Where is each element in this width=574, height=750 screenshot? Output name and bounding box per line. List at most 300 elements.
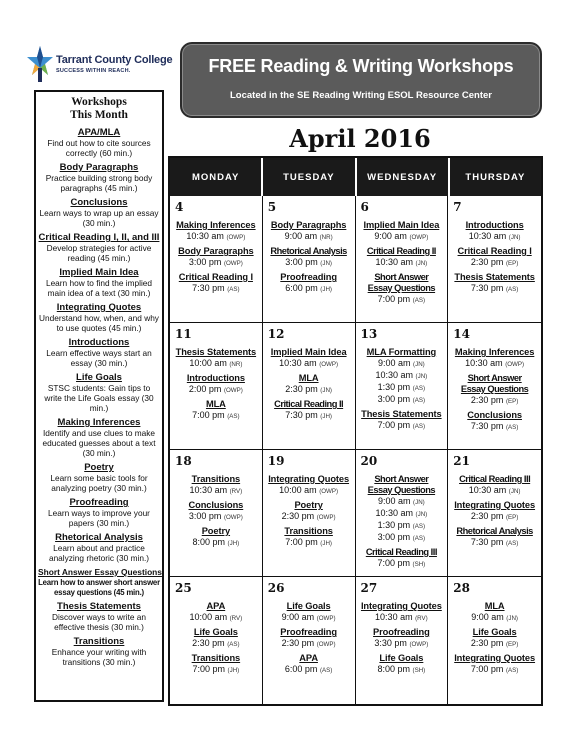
location-code: (NR) (229, 361, 243, 368)
event-list (173, 601, 259, 676)
time-text: 10:30 am (465, 358, 503, 368)
banner-subtitle: Located in the SE Reading Writing ESOL Resource Center (229, 90, 492, 101)
sidebar-title: Workshops This Month (70, 96, 128, 121)
college-tagline: SUCCESS WITHIN REACH. (56, 68, 131, 74)
workshop-event (359, 653, 445, 676)
location-code: (OWP) (226, 234, 246, 241)
event-time (451, 537, 538, 549)
event-time (266, 511, 352, 523)
time-text: 10:30 am (189, 485, 228, 495)
workshop-event (266, 347, 352, 370)
workshop-item (38, 462, 160, 493)
event-name: Poetry (201, 526, 231, 536)
location-code: (RV) (415, 615, 428, 622)
workshop-name: Life Goals (76, 372, 122, 383)
time-text: 9:00 am (374, 231, 407, 241)
day-number: 26 (267, 581, 285, 595)
time-text: 9:00 am (471, 612, 504, 622)
time-text: 2:00 pm (188, 384, 222, 394)
workshop-event (173, 373, 259, 396)
workshop-name: Rhetorical Analysis (55, 532, 143, 543)
event-name: Critical Reading I (178, 272, 253, 282)
event-time (266, 384, 352, 396)
event-time (173, 231, 259, 243)
calendar-grid (170, 196, 541, 704)
workshop-event (266, 601, 352, 624)
location-code: (EP) (505, 398, 519, 405)
event-list (173, 474, 259, 549)
workshop-event (359, 474, 445, 544)
event-time (359, 257, 445, 269)
event-time (173, 485, 259, 497)
calendar (168, 156, 543, 706)
location-code: (AS) (412, 297, 426, 304)
workshop-event (451, 474, 538, 497)
time-text: 6:00 pm (285, 283, 318, 293)
time-text: 7:00 pm (285, 537, 318, 547)
calendar-day-cell (263, 450, 356, 577)
workshop-description: Learn some basic tools for analyzing poetry (30 min.) (50, 473, 148, 493)
workshop-event (359, 272, 445, 306)
event-time (359, 370, 445, 382)
day-number: 7 (453, 200, 462, 214)
time-text: 9:00 am (378, 496, 411, 506)
event-name: Short Answer Essay Questions (367, 272, 436, 293)
workshop-item (38, 636, 160, 667)
event-name: MLA (298, 373, 319, 383)
location-code: (JN) (413, 499, 425, 506)
event-name: Integrating Quotes (360, 601, 442, 611)
day-number: 20 (360, 454, 378, 468)
workshop-event (359, 627, 445, 650)
event-name: Short Answer Essay Questions (460, 373, 529, 394)
workshop-item (38, 337, 160, 368)
workshop-description: Learn about and practice analyzing rhetoric (30 min.) (48, 543, 150, 563)
workshop-list (38, 127, 160, 667)
event-time (266, 612, 352, 624)
event-time (359, 394, 445, 406)
workshop-name: Implied Main Idea (59, 267, 139, 278)
event-time (266, 257, 352, 269)
event-name: Integrating Quotes (454, 653, 536, 663)
event-name: Life Goals (193, 627, 238, 637)
location-code: (RV) (229, 615, 243, 622)
workshop-item (38, 601, 160, 632)
workshop-item (38, 302, 160, 333)
workshop-event (173, 500, 259, 523)
workshop-event (359, 547, 445, 570)
event-time (451, 395, 538, 407)
location-code: (AS) (505, 540, 519, 547)
workshop-event (451, 347, 538, 370)
workshop-name: Introductions (68, 337, 130, 348)
event-list (451, 347, 538, 433)
event-name: Implied Main Idea (363, 220, 440, 230)
time-text: 10:00 am (279, 485, 317, 495)
location-code: (OWP) (409, 641, 429, 648)
event-time (266, 358, 352, 370)
calendar-day-cell (356, 577, 449, 704)
event-name: Critical Reading III (365, 547, 437, 557)
workshop-event (359, 220, 445, 243)
event-name: Integrating Quotes (454, 500, 536, 510)
day-number: 5 (267, 200, 277, 214)
day-number: 19 (267, 454, 285, 468)
time-text: 10:30 am (375, 257, 414, 267)
event-name: Introductions (186, 373, 245, 383)
event-time (451, 638, 538, 650)
day-number: 14 (453, 327, 470, 341)
event-time (359, 664, 445, 676)
workshop-event (451, 373, 538, 407)
event-name: Proofreading (280, 272, 337, 282)
event-name: Critical Reading II (274, 399, 344, 409)
location-code: (JH) (227, 540, 240, 547)
time-text: 9:00 am (281, 612, 315, 622)
workshop-event (266, 246, 352, 269)
day-number: 18 (175, 454, 192, 468)
event-list (266, 601, 352, 676)
workshop-name: Poetry (84, 462, 114, 473)
calendar-day-cell (170, 323, 263, 450)
event-time (359, 520, 445, 532)
event-list (173, 347, 259, 422)
event-time (451, 257, 538, 269)
workshop-item (38, 267, 160, 298)
event-name: MLA (205, 399, 226, 409)
event-time (359, 382, 445, 394)
event-name: Body Paragraphs (270, 220, 347, 230)
event-time (266, 485, 352, 497)
time-text: 7:00 pm (192, 664, 226, 674)
time-text: 8:00 pm (192, 537, 226, 547)
location-code: (RV) (229, 488, 243, 495)
event-time (451, 511, 538, 523)
location-code: (NR) (319, 234, 333, 241)
event-time (266, 664, 352, 676)
workshop-description: Understand how, when, and why to use quotes (45 min.) (39, 313, 159, 333)
day-number: 6 (360, 200, 369, 214)
time-text: 3:30 pm (374, 638, 407, 648)
location-code: (AS) (412, 385, 426, 392)
time-text: 3:00 pm (285, 257, 318, 267)
workshop-item (38, 127, 160, 158)
location-code: (JH) (320, 286, 332, 293)
college-name: Tarrant County College (56, 54, 173, 66)
workshop-event (266, 373, 352, 396)
event-name: Thesis Statements (454, 272, 535, 282)
event-time (173, 511, 259, 523)
time-text: 7:00 pm (377, 294, 411, 304)
event-list (266, 220, 352, 295)
time-text: 7:00 pm (377, 420, 411, 430)
workshop-event (451, 410, 538, 433)
workshop-item (38, 197, 160, 228)
workshops-sidebar (34, 90, 164, 702)
location-code: (AS) (412, 397, 426, 404)
time-text: 10:30 am (468, 231, 507, 241)
location-code: (OWP) (319, 361, 339, 368)
workshop-event (451, 601, 538, 624)
workshop-event (173, 272, 259, 295)
workshop-event (266, 474, 352, 497)
event-name: MLA Formatting (366, 347, 437, 357)
workshop-event (173, 399, 259, 422)
event-time (359, 294, 445, 306)
day-header-thursday: THURSDAY (450, 158, 541, 196)
event-time (451, 283, 538, 295)
workshop-event (451, 500, 538, 523)
event-name: Proofreading (373, 627, 430, 637)
event-time (266, 231, 352, 243)
workshop-event (451, 653, 538, 676)
workshop-event (173, 246, 259, 269)
workshop-item (38, 532, 160, 563)
location-code: (JN) (415, 511, 428, 518)
star-logo-icon (26, 44, 54, 84)
event-list (359, 474, 445, 570)
time-text: 2:30 pm (281, 511, 315, 521)
time-text: 1:30 pm (377, 382, 411, 392)
time-text: 2:30 pm (470, 511, 504, 521)
event-time (359, 358, 445, 370)
calendar-day-cell (170, 450, 263, 577)
location-code: (OWP) (505, 361, 525, 368)
location-code: (SH) (412, 561, 426, 568)
time-text: 10:30 am (468, 485, 507, 495)
time-text: 1:30 pm (377, 520, 411, 530)
location-code: (JN) (415, 260, 428, 267)
workshop-name: Critical Reading I, II, and III (38, 232, 160, 243)
workshop-description: Learn ways to wrap up an essay (30 min.) (39, 208, 159, 228)
event-time (266, 410, 352, 422)
event-name: Life Goals (379, 653, 424, 663)
location-code: (JH) (320, 413, 332, 420)
location-code: (AS) (505, 667, 519, 674)
event-time (451, 612, 538, 624)
event-time (266, 283, 352, 295)
event-time (359, 532, 445, 544)
workshop-item (38, 162, 160, 193)
calendar-day-cell (356, 196, 449, 323)
day-number: 28 (453, 581, 470, 595)
event-name: Making Inferences (454, 347, 535, 357)
event-list (266, 347, 352, 422)
time-text: 2:30 pm (281, 638, 315, 648)
workshop-description: Identify and use clues to make educated guesses about a text (30 min.) (42, 428, 156, 458)
event-name: Proofreading (280, 627, 337, 637)
calendar-day-cell (356, 323, 449, 450)
workshop-name: Thesis Statements (57, 601, 141, 612)
event-name: Making Inferences (176, 220, 256, 230)
event-time (173, 283, 259, 295)
event-name: Rhetorical Analysis (270, 246, 347, 256)
event-name: Introductions (465, 220, 524, 230)
calendar-day-cell (170, 196, 263, 323)
workshop-event (266, 500, 352, 523)
calendar-day-cell (448, 577, 541, 704)
workshop-name: Short Answer Essay Questions (38, 567, 162, 577)
event-time (173, 664, 259, 676)
event-time (359, 638, 445, 650)
event-time (359, 231, 445, 243)
workshop-event (359, 601, 445, 624)
time-text: 9:00 am (284, 231, 318, 241)
location-code: (AS) (505, 286, 519, 293)
location-code: (EP) (505, 514, 519, 521)
event-name: Poetry (294, 500, 323, 510)
banner-title: FREE Reading & Writing Workshops (208, 56, 514, 76)
event-name: Thesis Statements (175, 347, 257, 357)
workshop-description: Develop strategies for active reading (45 min.) (46, 243, 152, 263)
workshop-event (173, 601, 259, 624)
location-code: (JH) (227, 667, 240, 674)
event-name: Life Goals (472, 627, 517, 637)
day-number: 13 (360, 327, 378, 341)
event-name: Body Paragraphs (178, 246, 254, 256)
event-name: Integrating Quotes (268, 474, 350, 484)
event-name: Short Answer Essay Questions (367, 474, 436, 495)
event-name: Conclusions (188, 500, 244, 510)
time-text: 2:30 pm (470, 638, 504, 648)
time-text: 10:30 am (186, 231, 224, 241)
workshop-event (266, 627, 352, 650)
workshop-event (173, 526, 259, 549)
event-time (451, 664, 538, 676)
day-number: 21 (453, 454, 470, 468)
workshop-event (173, 347, 259, 370)
event-name: MLA (484, 601, 505, 611)
event-time (266, 537, 352, 549)
workshop-item (38, 232, 160, 263)
location-code: (JN) (506, 615, 518, 622)
time-text: 2:30 pm (192, 638, 225, 648)
location-code: (EP) (505, 641, 519, 648)
event-name: Thesis Statements (361, 409, 442, 419)
workshop-item (38, 417, 160, 458)
day-number: 11 (175, 327, 192, 341)
day-header-wednesday: WEDNESDAY (357, 158, 450, 196)
workshop-description: Learn how to find the implied main idea of a text (30 min.) (45, 278, 153, 298)
event-name: Transitions (191, 653, 241, 663)
location-code: (JH) (320, 540, 332, 547)
workshop-description: Learn how to answer short answer essay questions (45 min.) (38, 578, 160, 597)
location-code: (AS) (412, 535, 426, 542)
event-time (359, 612, 445, 624)
location-code: (OWP) (316, 615, 336, 622)
event-time (359, 420, 445, 432)
time-text: 10:30 am (279, 358, 317, 368)
workshop-event (359, 347, 445, 406)
header-banner (180, 42, 542, 118)
time-text: 3:00 pm (188, 257, 222, 267)
workshop-name: Conclusions (70, 197, 128, 208)
time-text: 7:30 pm (470, 283, 504, 293)
workshop-name: Proofreading (69, 497, 129, 508)
time-text: 7:30 pm (470, 421, 504, 431)
event-time (173, 410, 259, 422)
day-header-monday: MONDAY (170, 158, 263, 196)
workshop-description: Enhance your writing with transitions (30 min.) (51, 647, 147, 667)
event-list (451, 601, 538, 676)
workshop-event (266, 653, 352, 676)
calendar-day-cell (448, 196, 541, 323)
time-text: 7:00 pm (192, 410, 225, 420)
location-code: (AS) (227, 641, 240, 648)
time-text: 8:00 pm (377, 664, 411, 674)
event-name: Implied Main Idea (270, 347, 347, 357)
workshop-description: Discover ways to write an effective thesis (30 min.) (51, 612, 147, 632)
time-text: 2:30 pm (470, 395, 504, 405)
time-text: 7:00 pm (470, 664, 504, 674)
workshop-event (173, 627, 259, 650)
location-code: (AS) (227, 413, 240, 420)
location-code: (OWP) (316, 514, 336, 521)
location-code: (AS) (412, 423, 426, 430)
location-code: (EP) (505, 260, 519, 267)
location-code: (JN) (320, 260, 332, 267)
time-text: 10:00 am (189, 358, 227, 368)
event-list (451, 220, 538, 295)
calendar-day-cell (263, 196, 356, 323)
event-name: APA (206, 601, 226, 611)
location-code: (SH) (412, 667, 426, 674)
workshop-name: Integrating Quotes (56, 302, 142, 313)
workshop-event (266, 399, 352, 422)
event-time (173, 384, 259, 396)
workshop-event (173, 220, 259, 243)
event-name: APA (299, 653, 318, 663)
event-time (451, 358, 538, 370)
time-text: 10:30 am (375, 370, 414, 380)
location-code: (AS) (227, 286, 240, 293)
event-time (266, 638, 352, 650)
time-text: 7:30 pm (470, 537, 504, 547)
time-text: 7:30 pm (192, 283, 225, 293)
month-title: April 2016 (289, 124, 431, 153)
workshop-name: Making Inferences (57, 417, 141, 428)
day-number: 12 (267, 327, 285, 341)
workshop-description: STSC students: Gain tips to write the Life Goals essay (30 min.) (44, 383, 154, 413)
location-code: (OWP) (223, 387, 243, 394)
location-code: (OWP) (319, 488, 339, 495)
workshop-event (266, 272, 352, 295)
event-list (266, 474, 352, 549)
event-list (359, 220, 445, 306)
event-time (359, 508, 445, 520)
location-code: (OWP) (223, 260, 243, 267)
workshop-event (359, 246, 445, 269)
event-name: Critical Reading III (459, 474, 531, 484)
workshop-event (451, 220, 538, 243)
location-code: (JN) (413, 361, 425, 368)
event-list (359, 601, 445, 676)
workshop-item (38, 567, 160, 597)
event-time (451, 421, 538, 433)
location-code: (JN) (415, 373, 428, 380)
location-code: (OWP) (409, 234, 429, 241)
event-time (173, 358, 259, 370)
day-number: 25 (175, 581, 192, 595)
location-code: (JN) (508, 234, 521, 241)
location-code: (OWP) (316, 641, 336, 648)
calendar-day-cell (356, 450, 449, 577)
location-code: (AS) (412, 523, 426, 530)
workshop-description: Practice building strong body paragraphs (45 min.) (45, 173, 153, 193)
location-code: (AS) (319, 667, 333, 674)
time-text: 2:30 pm (470, 257, 504, 267)
workshop-description: Learn ways to improve your papers (30 min.) (48, 508, 150, 528)
